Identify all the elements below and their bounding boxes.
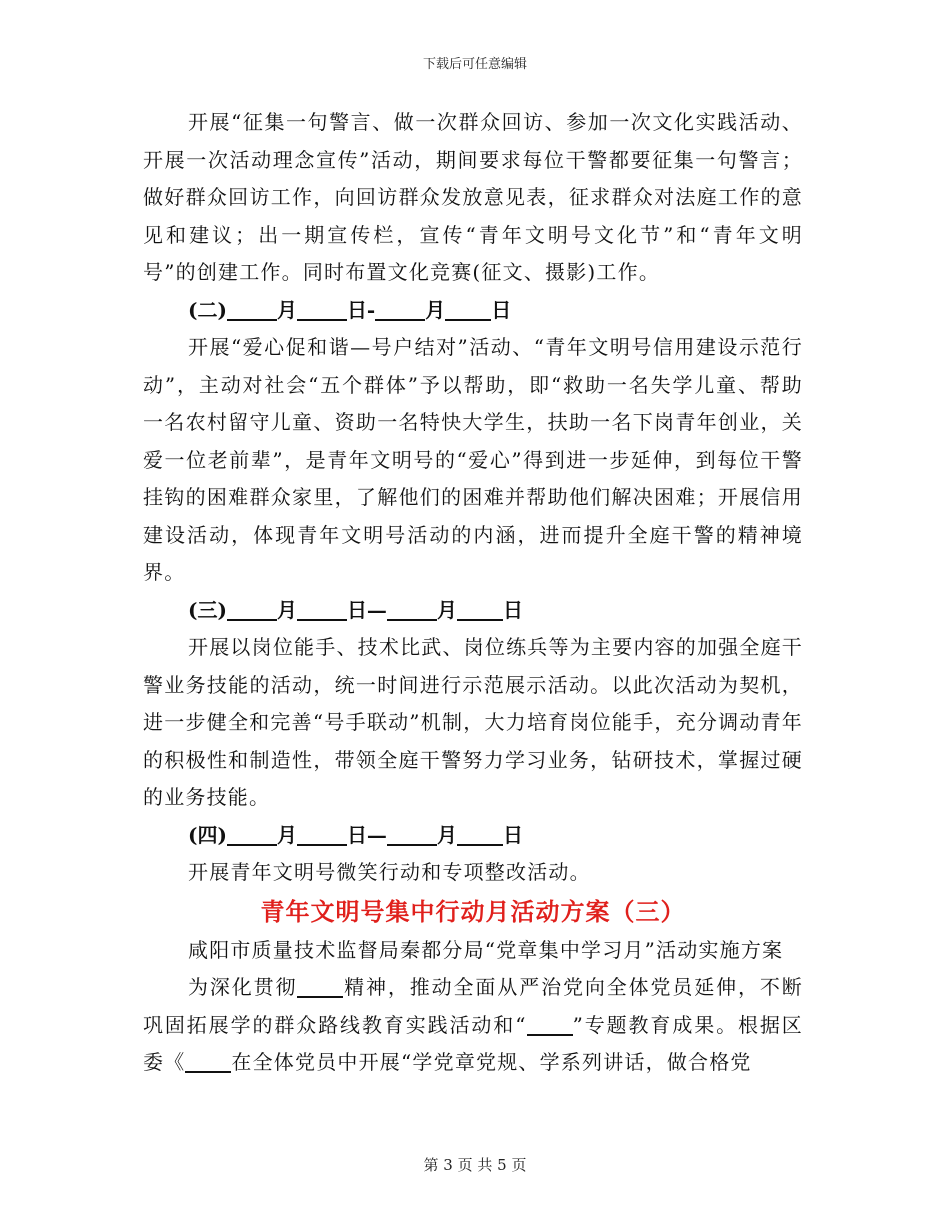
page-header: 下载后可任意编辑 [422,57,527,72]
paragraph-4: 开展青年文明号微笑行动和专项整改活动。 [188,860,591,884]
section-heading-2: (二) 月 日- 月 日 [188,297,512,322]
section-heading-3: (三) 月 日— 月 日 [188,597,523,622]
paragraph-6: 为深化贯彻 精神，推动全面从严治党向全体党员延伸，不断巩固拓展学的群众路线教育实践活动和“ ”专题教育成果。根据区委《 在全体党员中开展“学党章党规、学系列讲话，做合格党 [143,975,804,1074]
paragraph-1: 开展“征集一句警言、做一次群众回访、参加一次文化实践活动、开展一次活动理念宣传”活动，期间要求每位干警都要征集一句警言；做好群众回访工作，向回访群众发放意见表，征求群众对法庭工作的意见和建议；出一期宣传栏，宣传“青年文明号文化节”和“青年文明号”的创建工作。同时布置文化竞赛(征文、摄影)工作。 [143,110,803,284]
section-title: 青年文明号集中行动月活动方案（三） [260,896,686,926]
section-heading-4: (四) 月 日— 月 日 [188,822,523,847]
paragraph-5: 咸阳市质量技术监督局秦都分局“党章集中学习月”活动实施方案 [188,937,784,962]
paragraph-3: 开展以岗位能手、技术比武、岗位练兵等为主要内容的加强全庭干警业务技能的活动，统一时间进行示范展示活动。以此次活动为契机，进一步健全和完善“号手联动”机制，大力培育岗位能手，充分调动青年的积极性和制造性，带领全庭干警努力学习业务，钻研技术，掌握过硬的业务技能。 [143,635,803,809]
page-footer: 第 3 页 共 5 页 [423,1156,527,1174]
document-body [143,104,803,1082]
paragraph-2: 开展“爱心促和谐—号户结对”活动、“青年文明号信用建设示范行动”，主动对社会“五个群体”予以帮助，即“救助一名失学儿童、帮助一名农村留守儿童、资助一名特快大学生，扶助一名下岗青年创业，关爱一位老前辈”，是青年文明号的“爱心”得到进一步延伸，到每位干警挂钩的困难群众家里，了解他们的困难并帮助他们解决困难；开展信用建设活动，体现青年文明号活动的内涵，进而提升全庭干警的精神境界。 [143,335,803,584]
